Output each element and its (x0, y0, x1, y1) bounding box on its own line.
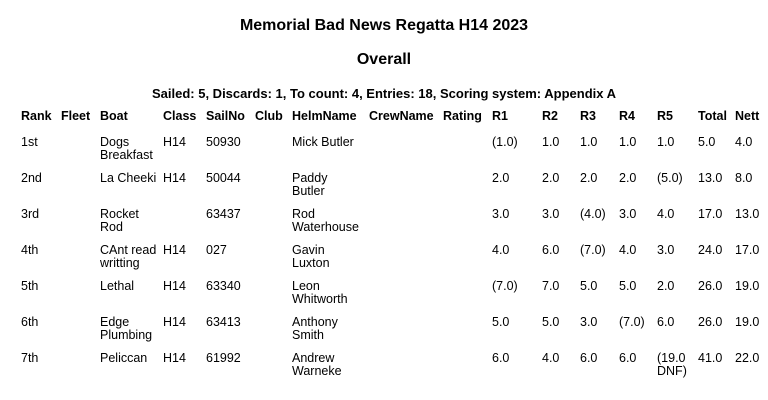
cell-nett: 4.0 (735, 135, 753, 149)
table-row (18, 172, 768, 208)
cell-total: 26.0 (698, 315, 723, 329)
cell-r5: 1.0 (657, 135, 675, 149)
cell-crewname (366, 208, 440, 244)
cell-helmname: Leon Whitworth (292, 279, 348, 306)
cell-rank: 5th (21, 279, 39, 293)
cell-boat: Dogs Breakfast (100, 135, 153, 162)
cell-r4: 6.0 (619, 351, 637, 365)
cell-crewname (366, 280, 440, 316)
cell-class: H14 (163, 351, 186, 365)
cell-r2: 3.0 (542, 207, 560, 221)
series-summary: Sailed: 5, Discards: 1, To count: 4, Entries: 18, Scoring system: Appendix A (151, 86, 617, 101)
cell-crewname (366, 352, 440, 388)
cell-rank: 1st (21, 135, 38, 149)
cell-boat: Edge Plumbing (100, 315, 153, 342)
cell-fleet (58, 172, 97, 208)
cell-r5: 6.0 (657, 315, 675, 329)
cell-r4: 1.0 (619, 135, 637, 149)
cell-r4: 3.0 (619, 207, 637, 221)
cell-r4: 2.0 (619, 171, 637, 185)
cell-fleet (58, 316, 97, 352)
cell-r4: 5.0 (619, 279, 637, 293)
cell-r5: 4.0 (657, 207, 675, 221)
cell-club (252, 136, 289, 172)
cell-nett: 22.0 (735, 351, 760, 365)
cell-total: 24.0 (698, 243, 723, 257)
cell-nett: 19.0 (735, 279, 760, 293)
cell-boat: La Cheeki (100, 171, 157, 185)
column-header-club: Club (255, 109, 283, 123)
cell-nett: 8.0 (735, 171, 753, 185)
cell-r2: 4.0 (542, 351, 560, 365)
cell-sailno: 50930 (206, 135, 241, 149)
column-header-rank: Rank (21, 109, 52, 123)
cell-r2: 6.0 (542, 243, 560, 257)
cell-r2: 2.0 (542, 171, 560, 185)
cell-sailno: 63437 (206, 207, 241, 221)
cell-class: H14 (163, 279, 186, 293)
cell-nett: 19.0 (735, 315, 760, 329)
column-header-class: Class (163, 109, 197, 123)
cell-total: 5.0 (698, 135, 716, 149)
cell-rank: 4th (21, 243, 39, 257)
cell-r1: 4.0 (492, 243, 510, 257)
cell-class: H14 (163, 135, 186, 149)
cell-sailno: 027 (206, 243, 227, 257)
cell-r5: 3.0 (657, 243, 675, 257)
table-row (18, 316, 768, 352)
column-header-r1: R1 (492, 109, 508, 123)
cell-rank: 3rd (21, 207, 40, 221)
cell-r1: 2.0 (492, 171, 510, 185)
cell-club (252, 208, 289, 244)
cell-crewname (366, 316, 440, 352)
column-header-boat: Boat (100, 109, 128, 123)
cell-sailno: 61992 (206, 351, 241, 365)
cell-helmname: Mick Butler (292, 135, 354, 149)
cell-rating (440, 280, 489, 316)
cell-fleet (58, 280, 97, 316)
table-row (18, 244, 768, 280)
cell-rank: 6th (21, 315, 39, 329)
cell-rating (440, 136, 489, 172)
cell-boat: CAnt read writting (100, 243, 157, 270)
cell-rating (440, 172, 489, 208)
cell-class: H14 (163, 171, 186, 185)
cell-total: 17.0 (698, 207, 723, 221)
cell-fleet (58, 352, 97, 388)
cell-r1: 3.0 (492, 207, 510, 221)
cell-r4: 4.0 (619, 243, 637, 257)
cell-class (160, 208, 203, 244)
cell-crewname (366, 244, 440, 280)
column-header-rating: Rating (443, 109, 482, 123)
cell-r1: 5.0 (492, 315, 510, 329)
cell-r3: 2.0 (580, 171, 598, 185)
cell-nett: 17.0 (735, 243, 760, 257)
column-header-r4: R4 (619, 109, 635, 123)
cell-helmname: Andrew Warneke (292, 351, 342, 378)
column-header-sailno: SailNo (206, 109, 245, 123)
cell-boat: Peliccan (100, 351, 148, 365)
cell-r3: 3.0 (580, 315, 598, 329)
page-subtitle: Overall (356, 51, 412, 68)
cell-r5: (19.0 DNF) (657, 351, 687, 378)
cell-rating (440, 208, 489, 244)
cell-class: H14 (163, 243, 186, 257)
cell-club (252, 352, 289, 388)
cell-rating (440, 244, 489, 280)
cell-sailno: 63340 (206, 279, 241, 293)
cell-r4: (7.0) (619, 315, 645, 329)
cell-rank: 7th (21, 351, 39, 365)
cell-r1: 6.0 (492, 351, 510, 365)
cell-rank: 2nd (21, 171, 42, 185)
table-row (18, 280, 768, 316)
cell-r3: 1.0 (580, 135, 598, 149)
cell-r5: 2.0 (657, 279, 675, 293)
column-header-r2: R2 (542, 109, 558, 123)
cell-club (252, 172, 289, 208)
cell-r3: 6.0 (580, 351, 598, 365)
cell-total: 26.0 (698, 279, 723, 293)
column-header-fleet: Fleet (61, 109, 91, 123)
cell-club (252, 244, 289, 280)
cell-club (252, 316, 289, 352)
cell-r2: 7.0 (542, 279, 560, 293)
column-header-r3: R3 (580, 109, 596, 123)
cell-r2: 1.0 (542, 135, 560, 149)
table-row (18, 136, 768, 172)
cell-nett: 13.0 (735, 207, 760, 221)
cell-boat: Rocket Rod (100, 207, 139, 234)
cell-helmname: Gavin Luxton (292, 243, 330, 270)
column-header-helmname: HelmName (292, 109, 357, 123)
cell-rating (440, 316, 489, 352)
cell-boat: Lethal (100, 279, 135, 293)
table-row (18, 352, 768, 388)
cell-total: 41.0 (698, 351, 723, 365)
cell-rating (440, 352, 489, 388)
column-header-nett: Nett (735, 109, 760, 123)
cell-fleet (58, 244, 97, 280)
cell-helmname: Rod Waterhouse (292, 207, 359, 234)
column-header-crewname: CrewName (369, 109, 434, 123)
column-header-r5: R5 (657, 109, 673, 123)
cell-r3: (7.0) (580, 243, 606, 257)
cell-fleet (58, 136, 97, 172)
column-header-total: Total (698, 109, 727, 123)
cell-r3: 5.0 (580, 279, 598, 293)
cell-class: H14 (163, 315, 186, 329)
cell-r5: (5.0) (657, 171, 683, 185)
cell-fleet (58, 208, 97, 244)
table-row (18, 208, 768, 244)
cell-sailno: 63413 (206, 315, 241, 329)
page-title: Memorial Bad News Regatta H14 2023 (239, 17, 529, 34)
cell-crewname (366, 136, 440, 172)
cell-r1: (7.0) (492, 279, 518, 293)
cell-r3: (4.0) (580, 207, 606, 221)
header-row (18, 107, 768, 136)
results-table (18, 107, 768, 388)
cell-helmname: Anthony Smith (292, 315, 338, 342)
cell-club (252, 280, 289, 316)
cell-crewname (366, 172, 440, 208)
cell-total: 13.0 (698, 171, 723, 185)
cell-helmname: Paddy Butler (292, 171, 328, 198)
cell-r2: 5.0 (542, 315, 560, 329)
cell-sailno: 50044 (206, 171, 241, 185)
cell-r1: (1.0) (492, 135, 518, 149)
